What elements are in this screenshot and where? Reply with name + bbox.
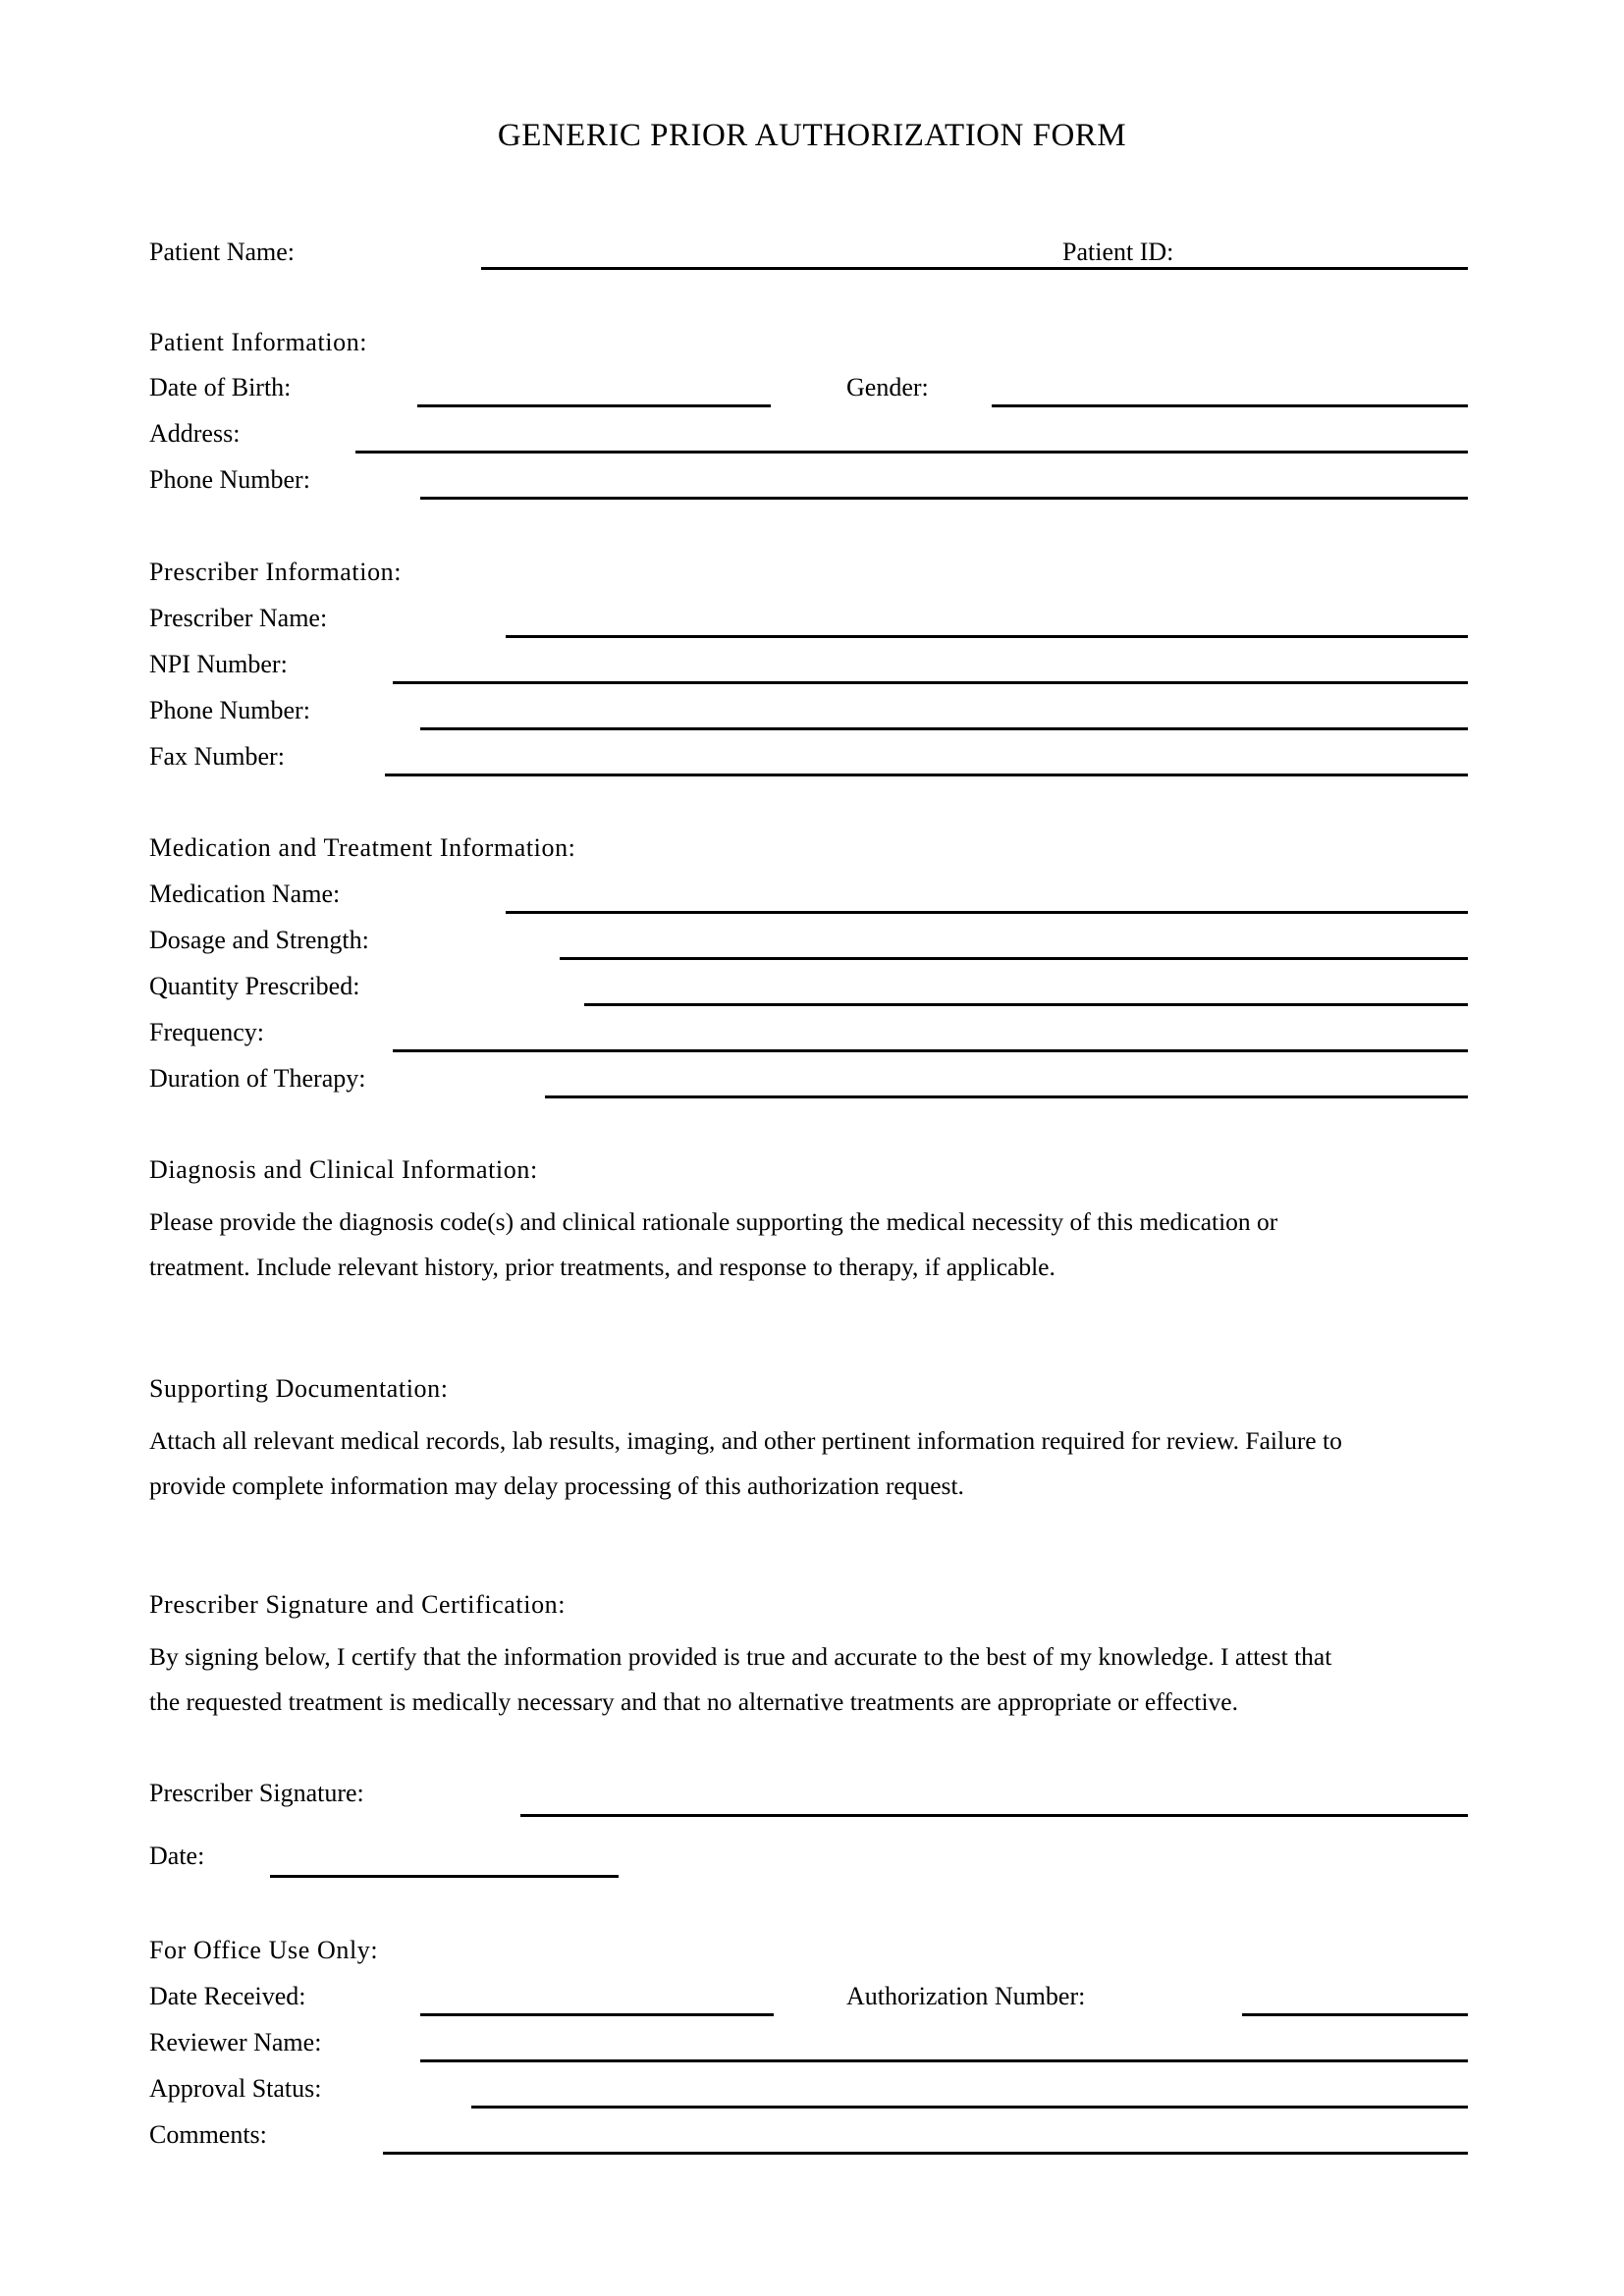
patient-phone-label: Phone Number: xyxy=(149,465,310,494)
prescriber-name-label: Prescriber Name: xyxy=(149,604,328,632)
prescriber-signature-fill-line[interactable] xyxy=(520,1814,1468,1817)
diagnosis-information-heading: Diagnosis and Clinical Information: xyxy=(149,1155,538,1184)
address-label: Address: xyxy=(149,419,241,448)
diagnosis-body-line-2: treatment. Include relevant history, prior treatments, and response to therapy, if applicable. xyxy=(149,1253,1056,1281)
address-fill-line[interactable] xyxy=(355,451,1468,454)
prescriber-information-heading: Prescriber Information: xyxy=(149,558,403,586)
authorization-number-label: Authorization Number: xyxy=(846,1982,1086,2010)
signature-date-fill-line[interactable] xyxy=(270,1875,619,1878)
frequency-label: Frequency: xyxy=(149,1018,264,1046)
date-received-label: Date Received: xyxy=(149,1982,306,2010)
dosage-strength-fill-line[interactable] xyxy=(560,957,1468,960)
duration-of-therapy-label: Duration of Therapy: xyxy=(149,1064,366,1093)
supporting-documentation-heading: Supporting Documentation: xyxy=(149,1374,449,1403)
prescriber-certification-body-line-1: By signing below, I certify that the information provided is true and accurate to the best of my knowledge. I attest that xyxy=(149,1642,1332,1671)
authorization-number-fill-line[interactable] xyxy=(1242,2013,1468,2016)
prescriber-phone-label: Phone Number: xyxy=(149,696,310,724)
npi-number-fill-line[interactable] xyxy=(393,681,1468,684)
reviewer-name-label: Reviewer Name: xyxy=(149,2028,322,2056)
patient-name-id-fill-line[interactable] xyxy=(481,267,1468,270)
date-of-birth-fill-line[interactable] xyxy=(417,404,771,407)
prescriber-signature-label: Prescriber Signature: xyxy=(149,1779,364,1807)
comments-fill-line[interactable] xyxy=(383,2152,1468,2155)
quantity-prescribed-fill-line[interactable] xyxy=(584,1003,1468,1006)
diagnosis-body-line-1: Please provide the diagnosis code(s) and clinical rationale supporting the medical necessity of this medication or xyxy=(149,1207,1278,1236)
approval-status-fill-line[interactable] xyxy=(471,2106,1468,2109)
reviewer-name-fill-line[interactable] xyxy=(420,2059,1468,2062)
prescriber-name-fill-line[interactable] xyxy=(506,635,1468,638)
prescriber-certification-heading: Prescriber Signature and Certification: xyxy=(149,1590,567,1619)
patient-id-label: Patient ID: xyxy=(1062,238,1174,266)
quantity-prescribed-label: Quantity Prescribed: xyxy=(149,972,360,1000)
medication-name-label: Medication Name: xyxy=(149,880,341,908)
date-received-fill-line[interactable] xyxy=(420,2013,774,2016)
patient-information-heading: Patient Information: xyxy=(149,328,368,356)
supporting-documentation-body-line-2: provide complete information may delay processing of this authorization request. xyxy=(149,1471,964,1500)
supporting-documentation-body-line-1: Attach all relevant medical records, lab results, imaging, and other pertinent information required for review. Failure to xyxy=(149,1426,1342,1455)
duration-of-therapy-fill-line[interactable] xyxy=(545,1095,1468,1098)
dosage-strength-label: Dosage and Strength: xyxy=(149,926,369,954)
npi-number-label: NPI Number: xyxy=(149,650,288,678)
fax-number-label: Fax Number: xyxy=(149,742,285,771)
prescriber-phone-fill-line[interactable] xyxy=(420,727,1468,730)
prescriber-certification-body-line-2: the requested treatment is medically necessary and that no alternative treatments are appropriate or effective. xyxy=(149,1687,1238,1716)
patient-phone-fill-line[interactable] xyxy=(420,497,1468,500)
gender-fill-line[interactable] xyxy=(992,404,1468,407)
page-title: GENERIC PRIOR AUTHORIZATION FORM xyxy=(497,118,1127,153)
gender-label: Gender: xyxy=(846,373,929,401)
medication-name-fill-line[interactable] xyxy=(506,911,1468,914)
comments-label: Comments: xyxy=(149,2120,267,2149)
signature-date-label: Date: xyxy=(149,1842,205,1870)
frequency-fill-line[interactable] xyxy=(393,1049,1468,1052)
patient-name-label: Patient Name: xyxy=(149,238,296,266)
approval-status-label: Approval Status: xyxy=(149,2074,322,2103)
office-use-heading: For Office Use Only: xyxy=(149,1936,379,1964)
fax-number-fill-line[interactable] xyxy=(385,774,1468,776)
medication-information-heading: Medication and Treatment Information: xyxy=(149,833,576,862)
date-of-birth-label: Date of Birth: xyxy=(149,373,292,401)
